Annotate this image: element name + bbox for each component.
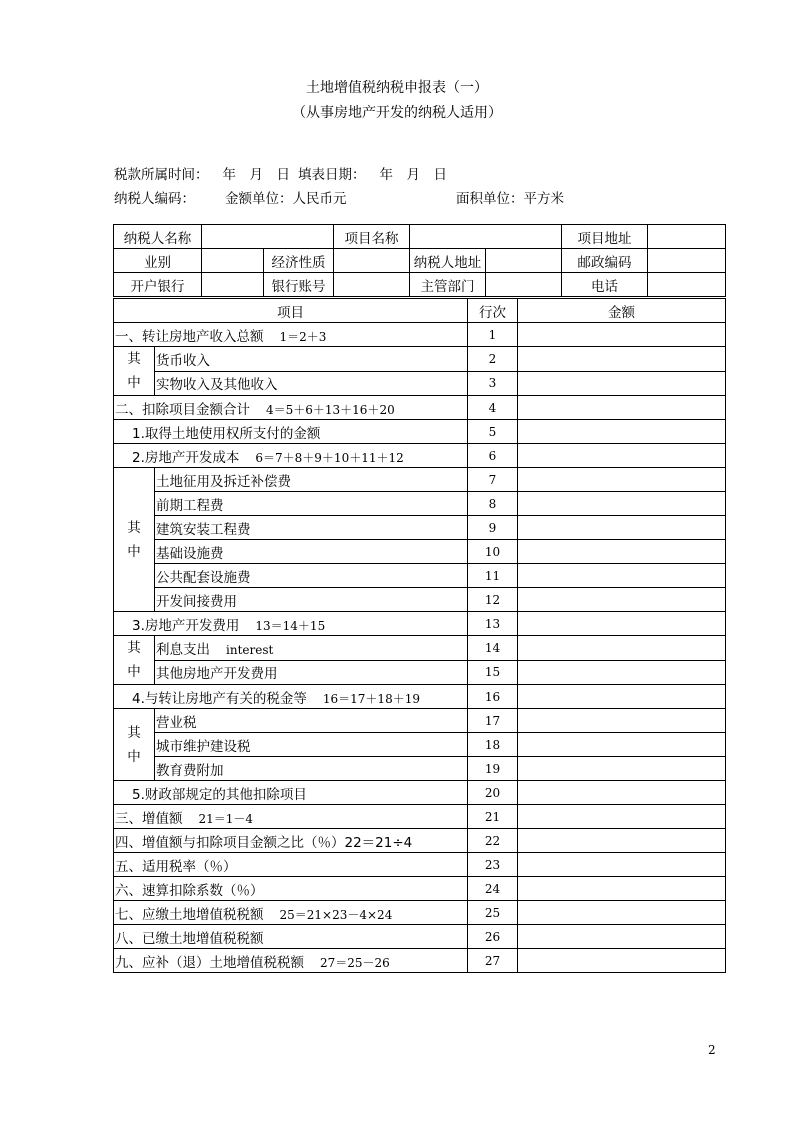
item-label: 3.房地产开发费用 13＝14＋15 xyxy=(114,612,468,636)
item-label: 城市维护建设税 xyxy=(155,733,468,757)
item-label: 1.取得土地使用权所支付的金额 xyxy=(114,420,468,444)
page-number: 2 xyxy=(708,1043,716,1057)
taxpayer-info-table xyxy=(113,224,726,297)
item-label: 营业税 xyxy=(155,709,468,733)
amount-cell[interactable] xyxy=(518,853,726,877)
line-number: 23 xyxy=(468,853,518,877)
phone-label: 电话 xyxy=(562,273,648,297)
amount-cell[interactable] xyxy=(518,805,726,829)
form-title: 土地增值税纳税申报表（一） xyxy=(306,80,488,96)
item-label: 4.与转让房地产有关的税金等 16＝17＋18＋19 xyxy=(114,685,468,709)
amount-cell[interactable] xyxy=(518,612,726,636)
table-row xyxy=(114,612,726,636)
table-row xyxy=(114,371,726,396)
amount-cell[interactable] xyxy=(518,757,726,781)
table-row xyxy=(114,685,726,709)
col-item-header: 项目 xyxy=(114,299,468,323)
taxpayer-name-label: 纳税人名称 xyxy=(114,225,202,249)
taxpayer-code-line xyxy=(114,187,347,207)
item-label: 5.财政部规定的其他扣除项目 xyxy=(114,781,468,805)
table-row xyxy=(114,420,726,444)
col-amount-header: 金额 xyxy=(518,299,726,323)
table-row xyxy=(114,636,726,661)
table-row xyxy=(114,709,726,733)
economic-nature-field[interactable] xyxy=(334,249,410,273)
amount-cell[interactable] xyxy=(518,396,726,420)
currency-unit: 金额单位：人民币元 xyxy=(225,191,347,207)
postal-code-label: 邮政编码 xyxy=(562,249,648,273)
item-label: 开发间接费用 xyxy=(155,588,468,612)
bank-label: 开户银行 xyxy=(114,273,202,297)
amount-cell[interactable] xyxy=(518,444,726,468)
item-label: 一、转让房地产收入总额 1＝2＋3 xyxy=(114,323,468,347)
info-row xyxy=(114,225,726,249)
bank-account-label: 银行账号 xyxy=(264,273,334,297)
item-label: 利息支出 interest xyxy=(155,636,468,661)
table-row xyxy=(114,396,726,420)
table-row xyxy=(114,757,726,781)
amount-cell[interactable] xyxy=(518,660,726,685)
line-number: 16 xyxy=(468,685,518,709)
industry-field[interactable] xyxy=(202,249,264,273)
of-which-label: 其 中 xyxy=(114,468,155,612)
line-number: 17 xyxy=(468,709,518,733)
authority-field[interactable] xyxy=(486,273,562,297)
amount-cell[interactable] xyxy=(518,877,726,901)
amount-cell[interactable] xyxy=(518,925,726,949)
item-label: 2.房地产开发成本 6＝7＋8＋9＋10＋11＋12 xyxy=(114,444,468,468)
item-label: 六、速算扣除系数（％） xyxy=(114,877,468,901)
taxpayer-address-field[interactable] xyxy=(486,249,562,273)
line-number: 27 xyxy=(468,949,518,973)
item-label: 四、增值额与扣除项目金额之比（％）22＝21÷4 xyxy=(114,829,468,853)
amount-cell[interactable] xyxy=(518,347,726,372)
period-line xyxy=(114,163,447,183)
amount-cell[interactable] xyxy=(518,420,726,444)
amount-cell[interactable] xyxy=(518,323,726,347)
table-row xyxy=(114,781,726,805)
taxpayer-code-label: 纳税人编码： xyxy=(114,191,195,207)
info-row xyxy=(114,273,726,297)
amount-cell[interactable] xyxy=(518,901,726,925)
table-row xyxy=(114,877,726,901)
item-label: 前期工程费 xyxy=(155,492,468,516)
table-row xyxy=(114,805,726,829)
amount-cell[interactable] xyxy=(518,709,726,733)
line-number: 9 xyxy=(468,516,518,540)
table-row xyxy=(114,468,726,492)
item-label: 建筑安装工程费 xyxy=(155,516,468,540)
line-number: 6 xyxy=(468,444,518,468)
line-number: 22 xyxy=(468,829,518,853)
item-label: 实物收入及其他收入 xyxy=(155,371,468,396)
item-label: 其他房地产开发费用 xyxy=(155,660,468,685)
taxpayer-name-field[interactable] xyxy=(202,225,334,249)
table-row xyxy=(114,444,726,468)
taxpayer-address-label: 纳税人地址 xyxy=(410,249,486,273)
table-row xyxy=(114,323,726,347)
item-label: 五、适用税率（％） xyxy=(114,853,468,877)
declaration-table xyxy=(113,298,726,973)
line-number: 5 xyxy=(468,420,518,444)
item-label: 货币收入 xyxy=(155,347,468,372)
fill-date-label: 填表日期： xyxy=(298,167,366,183)
table-row xyxy=(114,516,726,540)
line-number: 19 xyxy=(468,757,518,781)
line-number: 15 xyxy=(468,660,518,685)
line-number: 26 xyxy=(468,925,518,949)
item-label: 公共配套设施费 xyxy=(155,564,468,588)
item-label: 九、应补（退）土地增值税税额 27＝25－26 xyxy=(114,949,468,973)
amount-cell[interactable] xyxy=(518,540,726,564)
amount-cell[interactable] xyxy=(518,564,726,588)
col-line-header: 行次 xyxy=(468,299,518,323)
project-address-field[interactable] xyxy=(648,225,726,249)
table-row xyxy=(114,347,726,372)
line-number: 14 xyxy=(468,636,518,661)
amount-cell[interactable] xyxy=(518,636,726,661)
amount-cell[interactable] xyxy=(518,371,726,396)
item-label: 八、已缴土地增值税税额 xyxy=(114,925,468,949)
line-number: 11 xyxy=(468,564,518,588)
table-row xyxy=(114,660,726,685)
authority-label: 主管部门 xyxy=(410,273,486,297)
line-number: 2 xyxy=(468,347,518,372)
of-which-label: 其 中 xyxy=(114,636,155,685)
item-label: 土地征用及拆迁补偿费 xyxy=(155,468,468,492)
amount-cell[interactable] xyxy=(518,781,726,805)
line-number: 1 xyxy=(468,323,518,347)
bank-field[interactable] xyxy=(202,273,264,297)
item-label: 基础设施费 xyxy=(155,540,468,564)
amount-cell[interactable] xyxy=(518,516,726,540)
table-header-row xyxy=(114,299,726,323)
line-number: 8 xyxy=(468,492,518,516)
line-number: 3 xyxy=(468,371,518,396)
amount-cell[interactable] xyxy=(518,492,726,516)
amount-cell[interactable] xyxy=(518,829,726,853)
line-number: 18 xyxy=(468,733,518,757)
table-row xyxy=(114,540,726,564)
table-row xyxy=(114,901,726,925)
item-label: 二、扣除项目金额合计 4＝5＋6＋13＋16＋20 xyxy=(114,396,468,420)
economic-nature-label: 经济性质 xyxy=(264,249,334,273)
info-row xyxy=(114,249,726,273)
form-subtitle: （从事房地产开发的纳税人适用） xyxy=(292,105,502,121)
item-label: 教育费附加 xyxy=(155,757,468,781)
area-unit: 面积单位：平方米 xyxy=(456,191,564,207)
project-address-label: 项目地址 xyxy=(562,225,648,249)
line-number: 13 xyxy=(468,612,518,636)
line-number: 25 xyxy=(468,901,518,925)
line-number: 21 xyxy=(468,805,518,829)
table-row xyxy=(114,564,726,588)
table-row xyxy=(114,588,726,612)
tax-period-label: 税款所属时间： xyxy=(114,167,209,183)
line-number: 4 xyxy=(468,396,518,420)
project-name-label: 项目名称 xyxy=(334,225,410,249)
postal-code-field[interactable] xyxy=(648,249,726,273)
item-label: 三、增值额 21＝1－4 xyxy=(114,805,468,829)
industry-label: 业别 xyxy=(114,249,202,273)
table-row xyxy=(114,949,726,973)
line-number: 7 xyxy=(468,468,518,492)
amount-cell[interactable] xyxy=(518,468,726,492)
item-label: 七、应缴土地增值税税额 25＝21×23－4×24 xyxy=(114,901,468,925)
table-row xyxy=(114,829,726,853)
line-number: 12 xyxy=(468,588,518,612)
line-number: 24 xyxy=(468,877,518,901)
table-row xyxy=(114,492,726,516)
of-which-label: 其 中 xyxy=(114,709,155,781)
line-number: 20 xyxy=(468,781,518,805)
amount-cell[interactable] xyxy=(518,949,726,973)
phone-field[interactable] xyxy=(648,273,726,297)
line-number: 10 xyxy=(468,540,518,564)
amount-cell[interactable] xyxy=(518,588,726,612)
of-which-label: 其 中 xyxy=(114,347,155,396)
amount-cell[interactable] xyxy=(518,685,726,709)
amount-cell[interactable] xyxy=(518,733,726,757)
table-row xyxy=(114,853,726,877)
table-row xyxy=(114,925,726,949)
tax-period-value: 年 月 日 xyxy=(222,167,290,183)
fill-date-value: 年 月 日 xyxy=(379,167,447,183)
bank-account-field[interactable] xyxy=(334,273,410,297)
project-name-field[interactable] xyxy=(410,225,562,249)
table-row xyxy=(114,733,726,757)
